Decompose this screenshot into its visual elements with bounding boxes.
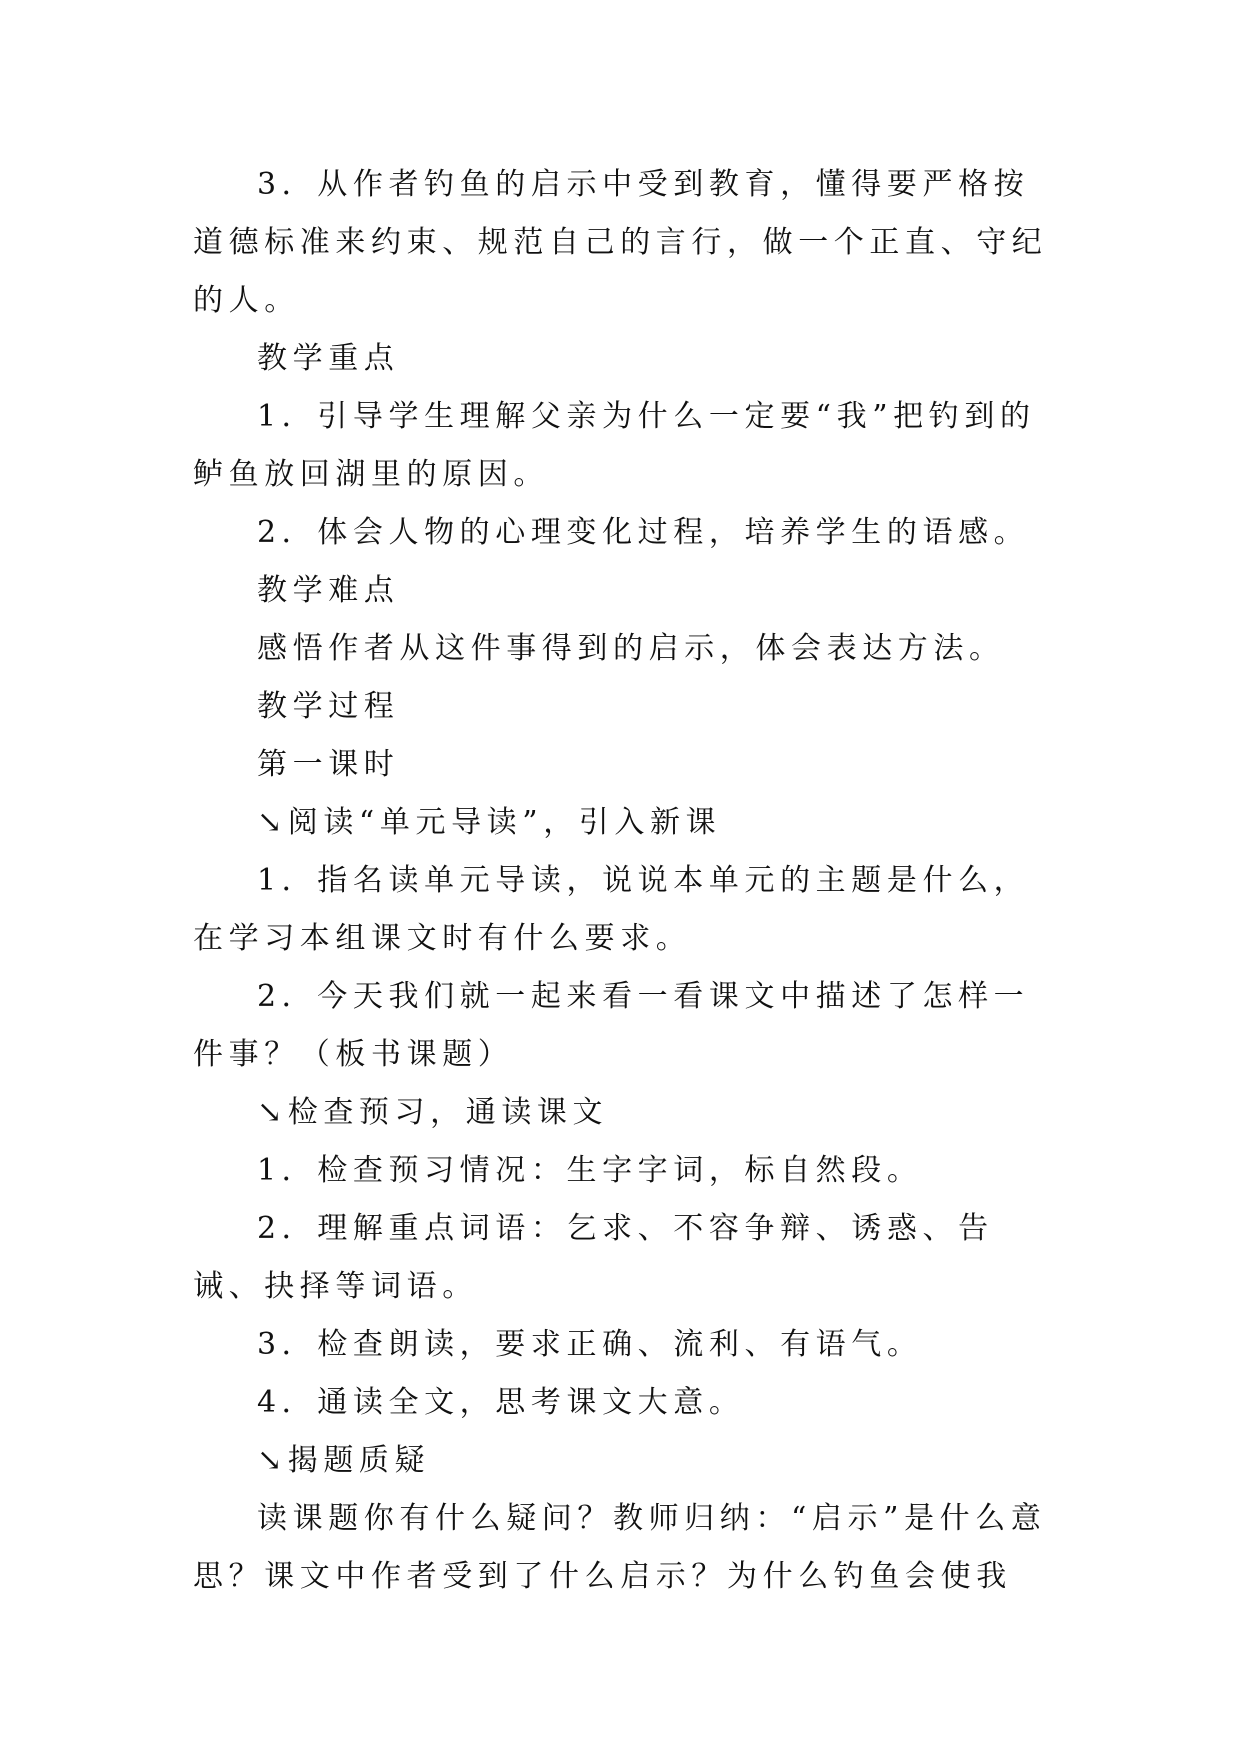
key-points-heading: 教学重点 (257, 341, 400, 376)
questions-paragraph: 读课题你有什么疑问？教师归纳：“启示”是什么意思？课文中作者受到了什么启示？为什么钓鱼会使我 (193, 1501, 1047, 1594)
objective-3-paragraph: 3．从作者钓鱼的启示中受到教育，懂得要严格按道德标准来约束、规范自己的言行，做一个正直、守纪的人。 (193, 167, 1048, 318)
difficult-point-paragraph: 感悟作者从这件事得到的启示，体会表达方法。 (257, 631, 1005, 666)
section-heading-preview: ↘检查预习，通读课文 (257, 1095, 609, 1130)
difficult-points-heading: 教学难点 (257, 573, 400, 608)
unit-guide-step-1: 1．指名读单元导读，说说本单元的主题是什么，在学习本组课文时有什么要求。 (193, 863, 1030, 956)
section-heading-unit-guide: ↘阅读“单元导读”，引入新课 (257, 805, 722, 840)
teaching-process-heading: 教学过程 (257, 689, 400, 724)
section-heading-questions: ↘揭题质疑 (257, 1443, 431, 1478)
key-point-1-paragraph: 1．引导学生理解父亲为什么一定要“我”把钓到的鲈鱼放回湖里的原因。 (193, 399, 1036, 492)
unit-guide-step-2: 2．今天我们就一起来看一看课文中描述了怎样一件事？（板书课题） (193, 979, 1030, 1072)
preview-step-3: 3．检查朗读，要求正确、流利、有语气。 (257, 1327, 923, 1362)
key-point-2-paragraph: 2．体会人物的心理变化过程，培养学生的语感。 (257, 515, 1030, 550)
preview-step-2: 2．理解重点词语：乞求、不容争辩、诱惑、告诫、抉择等词语。 (193, 1211, 994, 1304)
document-body (193, 156, 1061, 1606)
preview-step-1: 1．检查预习情况：生字字词，标自然段。 (257, 1153, 923, 1188)
preview-step-4: 4．通读全文，思考课文大意。 (257, 1385, 745, 1420)
first-lesson-heading: 第一课时 (257, 747, 400, 782)
